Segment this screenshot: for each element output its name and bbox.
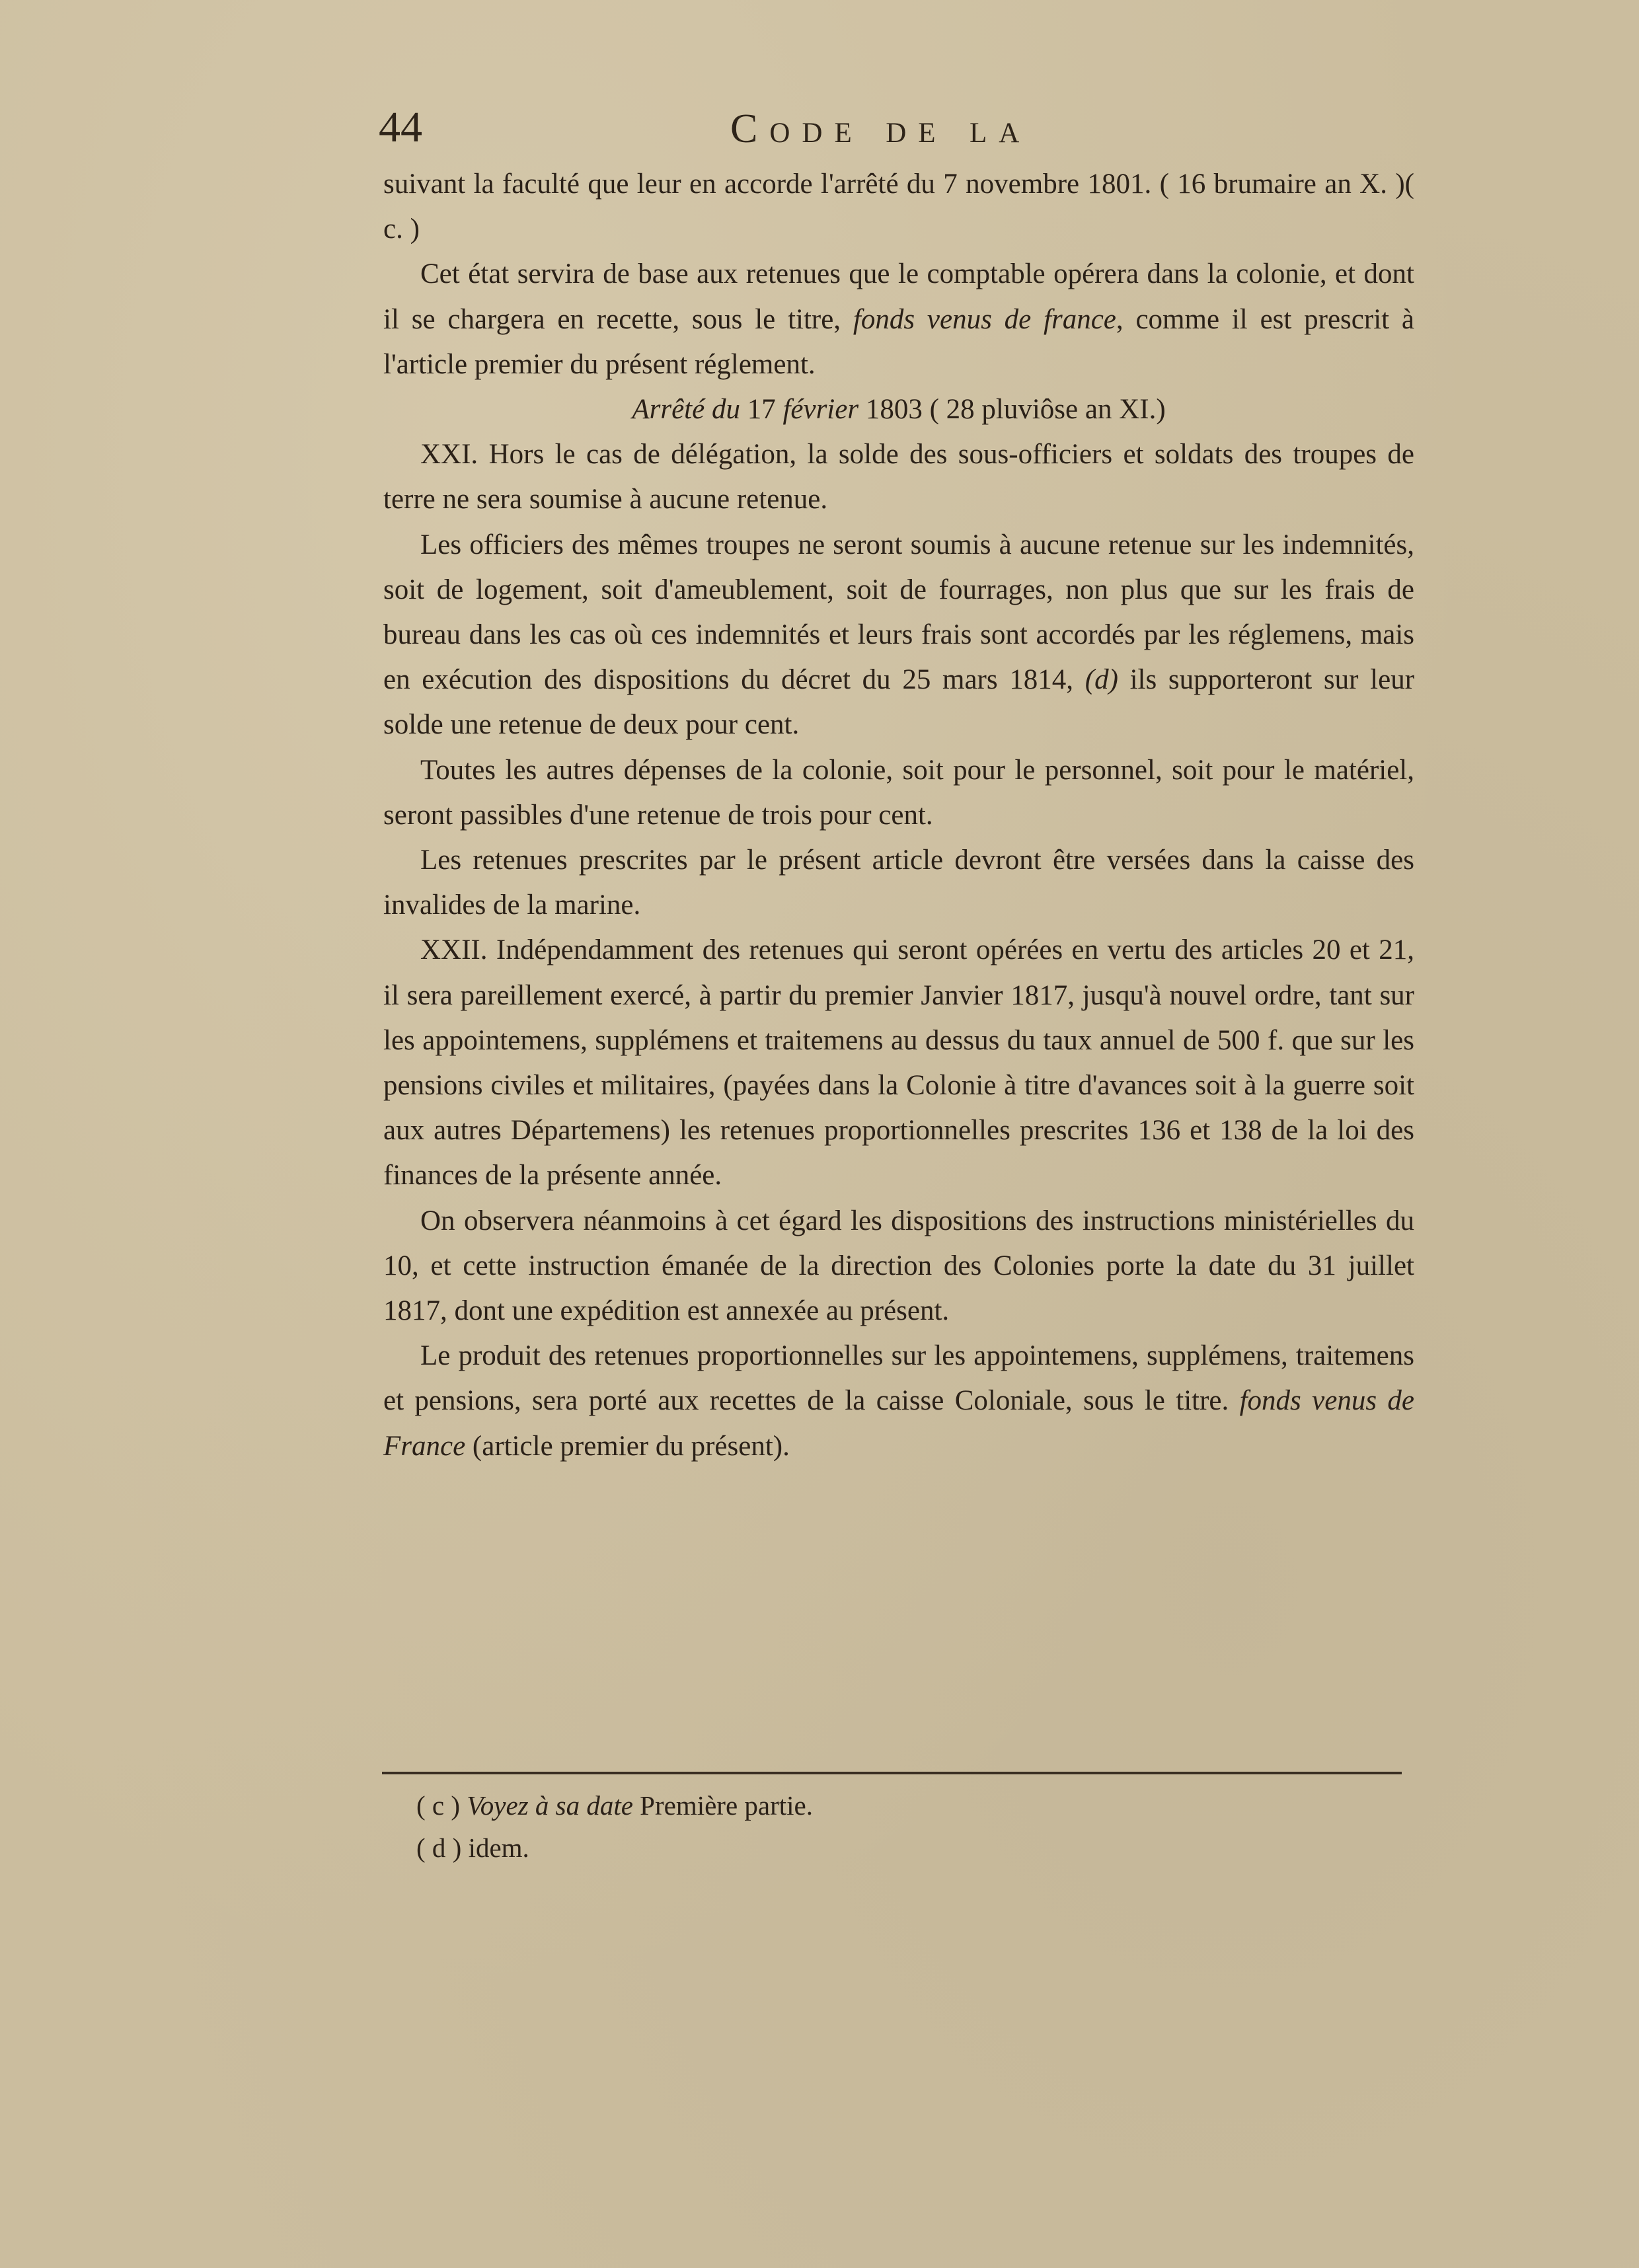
paragraph-7-text: XXII. Indépendamment des retenues qui seront opérées en vertu des articles 20 et 21, il sera pareillement exercé, à partir du premier Janvier 1817, jusqu'à nouvel ordre, tant sur les appointemens, supplémens et traitemens au dessus du taux annuel de 500 f. que sur les pensions civiles et militaires, (payées dans la Colonie à titre d'avances soit à la guerre soit aux autres Départemens) les retenues proportionnelles prescrites 136 et 138 de la loi des finances de la présente année. <box>383 934 1414 1191</box>
footnote-divider <box>382 1772 1402 1774</box>
paragraph-1-text: suivant la faculté que leur en accorde l'arrêté du 7 novembre 1801. ( 16 brumaire an X. )( c. ) <box>383 169 1414 245</box>
paragraph-9-text: Le produit des retenues proportionnelles sur les appointemens, supplémens, traitemens et pensions, sera porté aux recettes de la caisse Coloniale, sous le titre. <box>383 1340 1414 1417</box>
paragraph-4 <box>383 523 1414 748</box>
page-number: 44 <box>379 103 422 151</box>
footnote-d-mark: ( d ) <box>416 1833 462 1863</box>
footnote-c-mark: ( c ) <box>416 1790 461 1821</box>
paragraph-6 <box>383 838 1414 928</box>
body-text <box>383 162 1414 1469</box>
paragraph-4-tail: ils supporteront sur leur solde une retenue de deux pour cent. <box>383 664 1415 741</box>
paragraph-8 <box>383 1199 1414 1334</box>
footnote-c <box>416 1784 813 1827</box>
footnote-d <box>416 1827 813 1869</box>
paragraph-2-text: Cet état servira de base aux retenues que le comptable opérera dans la colonie, et dont il se chargera en recette, sous le titre, <box>383 258 1414 335</box>
paragraph-2 <box>383 252 1414 387</box>
paragraph-6-text: Les retenues prescrites par le présent article devront être versées dans la caisse des invalides de la marine. <box>383 845 1414 921</box>
footnote-c-italic: Voyez à sa date <box>467 1790 633 1821</box>
arrete-month: février <box>782 394 859 426</box>
paragraph-9-tail: (article premier du présent). <box>472 1430 790 1462</box>
paragraph-4-text: Les officiers des mêmes troupes ne seront soumis à aucune retenue sur les indemnités, soit de logement, soit d'ameublement, soit de fourrages, non plus que sur les frais de bureau dans les cas où ces indemnités et leurs frais sont accordés par les réglemens, mais en exécution des dispositions du décret du 25 mars 1814, <box>383 529 1414 696</box>
footnote-d-text: idem. <box>468 1833 529 1863</box>
paragraph-9 <box>383 1334 1414 1469</box>
paragraph-5-text: Toutes les autres dépenses de la colonie, soit pour le personnel, soit pour le matériel, seront passibles d'une retenue de trois pour cent. <box>383 754 1414 831</box>
footnote-ref-d: (d) <box>1085 664 1118 696</box>
arrete-line <box>383 387 1414 432</box>
footnotes <box>416 1784 813 1869</box>
paragraph-2-tail: , comme il est prescrit à l'article premier du présent réglement. <box>383 303 1414 380</box>
paragraph-9-italic: fonds venus de France <box>383 1385 1414 1462</box>
paragraph-3-text: XXI. Hors le cas de délégation, la solde des sous-officiers et soldats des troupes de terre ne sera soumise à aucune retenue. <box>383 439 1414 515</box>
arrete-prefix: Arrêté du <box>632 394 740 426</box>
paragraph-1 <box>383 162 1414 252</box>
paragraph-5 <box>383 748 1414 838</box>
paragraph-3 <box>383 432 1414 522</box>
paragraph-8-text: On observera néanmoins à cet égard les dispositions des instructions ministérielles du 10, et cette instruction émanée de la direction des Colonies porte la date du 31 juillet 1817, dont une expédition est annexée au présent. <box>383 1205 1414 1327</box>
footnote-c-text: Première partie. <box>640 1790 813 1821</box>
running-head: Code de la <box>730 106 1032 151</box>
arrete-day: 17 <box>747 394 776 426</box>
arrete-tail: 1803 ( 28 pluviôse an XI.) <box>865 394 1166 426</box>
paragraph-7 <box>383 928 1414 1198</box>
paragraph-2-italic: fonds venus de france <box>853 303 1116 335</box>
